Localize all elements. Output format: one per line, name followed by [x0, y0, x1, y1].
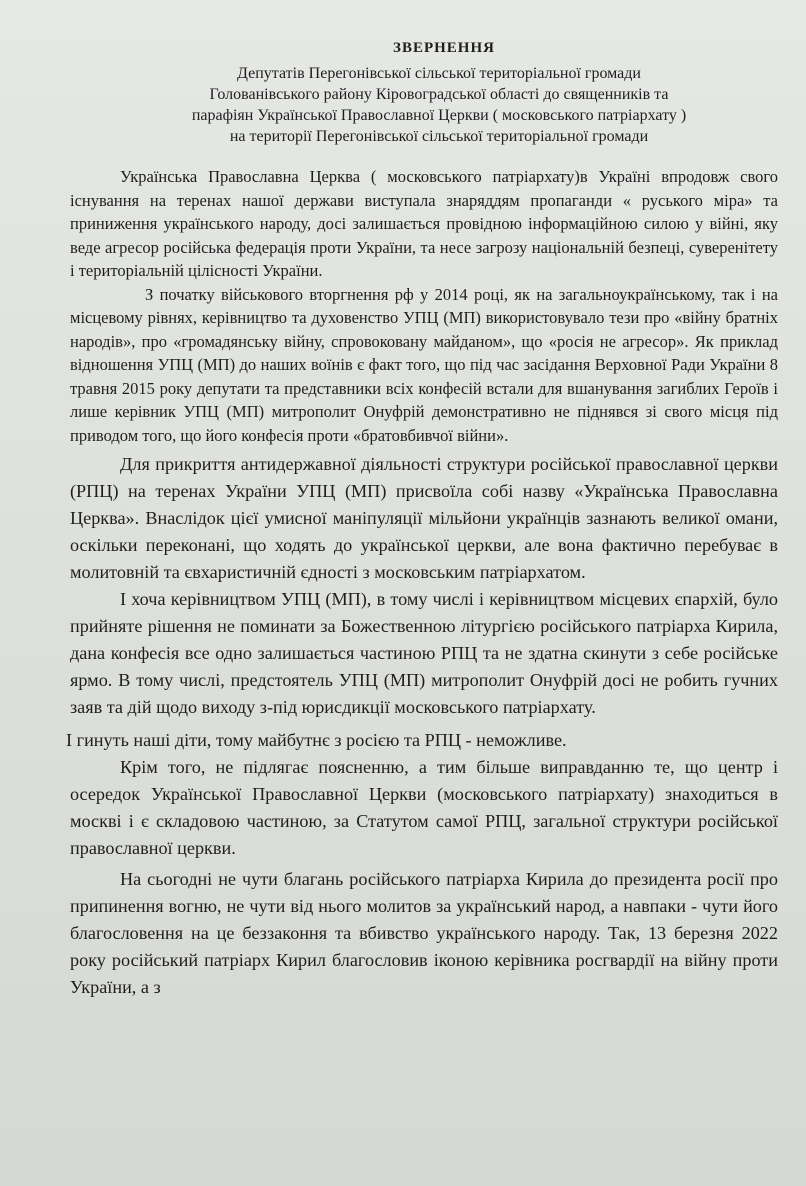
document-subtitle	[70, 63, 778, 147]
subtitle-line: парафіян Української Православної Церкви ( московського патріархату )	[191, 107, 687, 124]
paragraph-4: І хоча керівництвом УПЦ (МП), в тому числі і керівництвом місцевих єпархій, було прийняте рішення не поминати за Божественною літургією російського патріарха Кирила, дана конфесія все одно залишається частиною РПЦ та не здатна скинути з себе російське ярмо. В тому числі, предстоятель УПЦ (МП) митрополит Онуфрій досі не робить гучних заяв та дій щодо виходу з-під юрисдикції московського патріархату.	[70, 589, 778, 717]
subtitle-line: Депутатів Перегонівської сільської територіальної громади	[237, 65, 641, 82]
subtitle-line: Голованівського району Кіровоградської області до священників та	[209, 86, 669, 103]
paragraph-6: Крім того, не підлягає поясненню, а тим більше виправданню те, що центр і осередок Української Православної Церкви (московського патріархату) знаходиться в москві і є складовою частиною, за Статутом самої РПЦ, загальної структури російської православної церкви.	[70, 757, 778, 858]
paragraph-3: Для прикриття антидержавної діяльності структури російської православної церкви (РПЦ) на теренах України УПЦ (МП) присвоїла собі назву «Українська Православна Церква». Внаслідок цієї умисної маніпуляції мільйони українців зазнають великої омани, оскільки переконані, що ходять до української церкви, але вона фактично перебуває в молитовній та євхаристичній єдності з московським патріархатом.	[70, 454, 778, 582]
paragraph-1: Українська Православна Церква ( московського патріархату)в Україні впродовж свого існування на теренах нашої держави виступала знаряддям пропаганди « руського міра» та приниження українського народу, досі залишається провідною інформаційною силою у війні, яку веде агресор російська федерація проти України, та несе загрозу національній безпеці, суверенітету і територіальній цілісності України.	[70, 167, 778, 280]
paragraph-5: І гинуть наші діти, тому майбутнє з росією та РПЦ - неможливе.	[66, 730, 567, 750]
document-title: ЗВЕРНЕННЯ	[393, 40, 495, 56]
subtitle-line: на території Перегонівської сільської територіальної громади	[229, 128, 649, 145]
paragraph-7: На сьогодні не чути благань російського патріарха Кирила до президента росії про припинення вогню, не чути від нього молитов за український народ, а навпаки - чути його благословення на це беззаконня та вбивство українського народу. Так, 13 березня 2022 року російський патріарх Кирил благословив іконою керівника росгвардії на війну проти України, а з	[70, 869, 778, 997]
paragraph-2: З початку військового вторгнення рф у 2014 році, як на загальноукраїнському, так і на місцевому рівнях, керівництво та духовенство УПЦ (МП) використовувало тези про «війну братніх народів», про «громадянську війну, спровоковану майданом», що «росія не агресор». Як приклад відношення УПЦ (МП) до наших воїнів є факт того, що під час засідання Верховної Ради України 8 травня 2015 року депутати та представники всіх конфесій встали для вшанування загиблих Героїв і лише керівник УПЦ (МП) митрополит Онуфрій демонстративно не піднявся зі свого місця під приводом того, що його конфесія проти «братовбивчої війни».	[70, 284, 778, 445]
